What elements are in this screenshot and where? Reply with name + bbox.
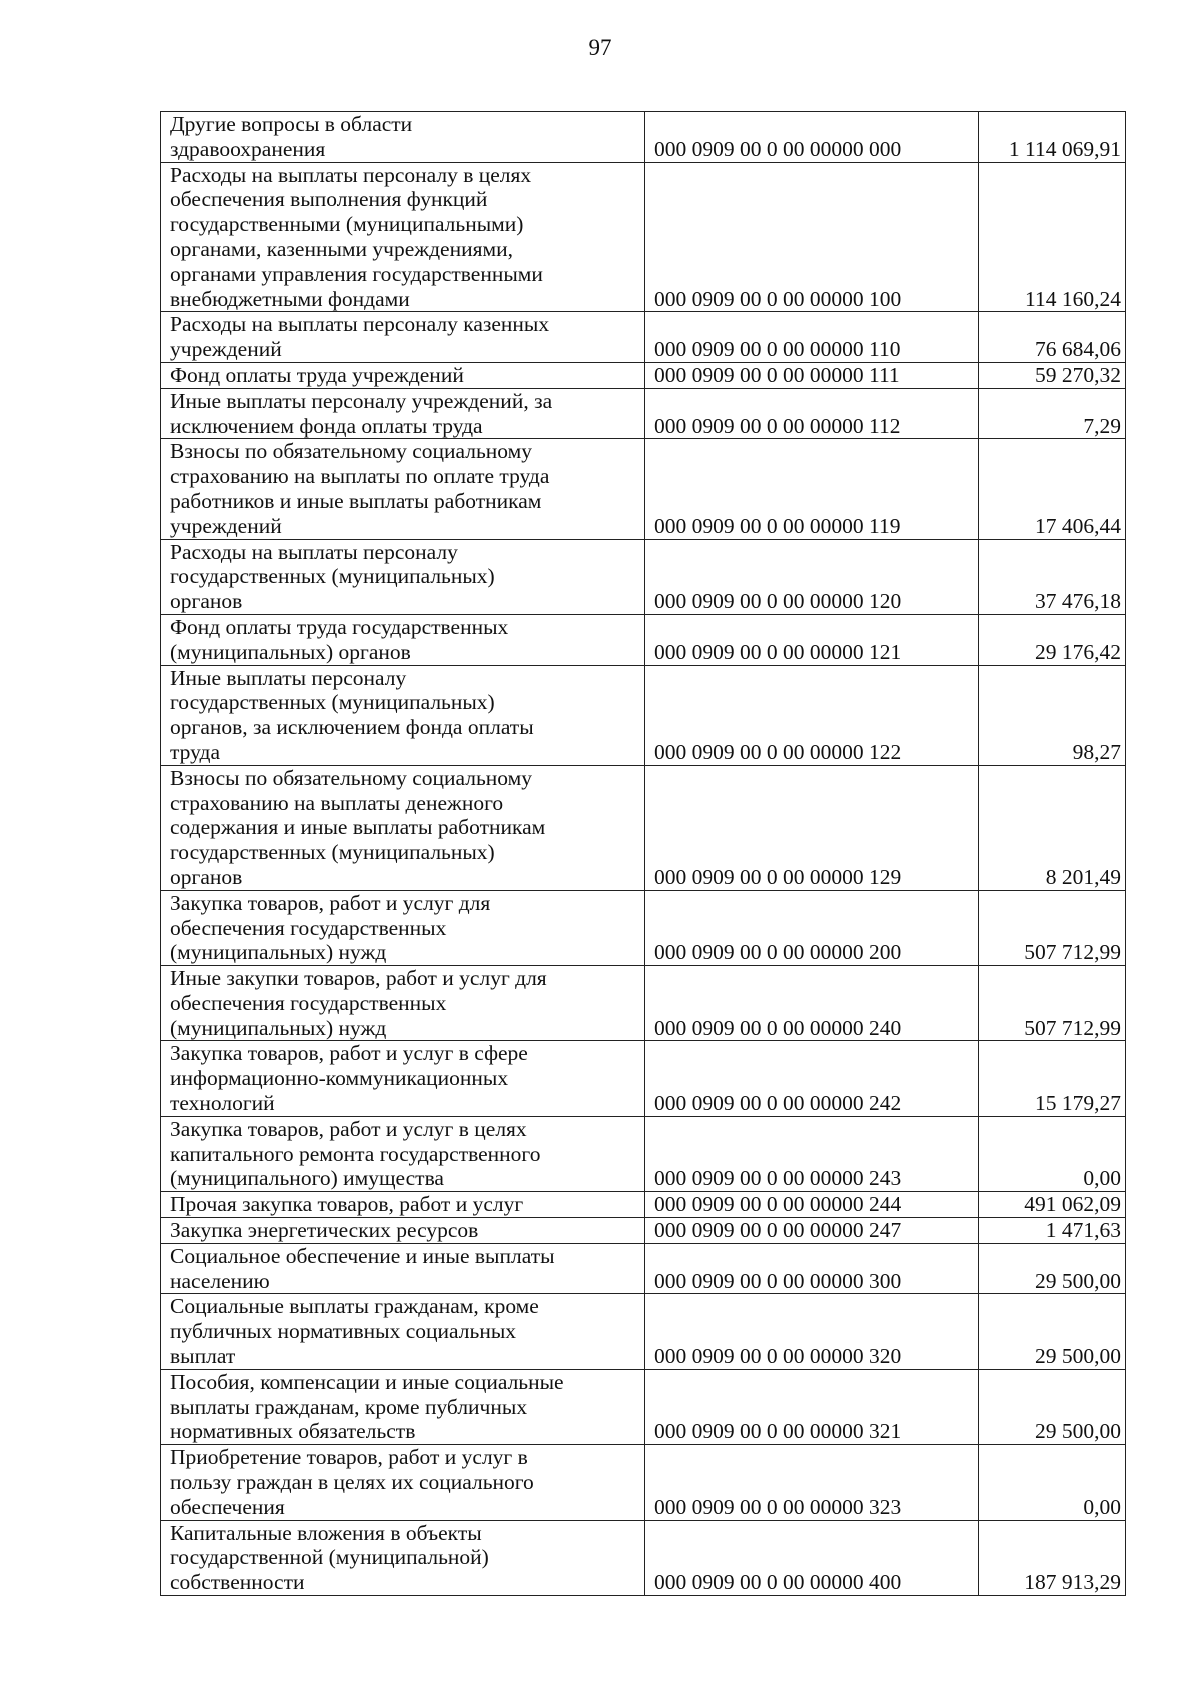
expense-name-line: органами, казенными учреждениями, bbox=[170, 236, 513, 261]
amount-cell: 7,29 bbox=[979, 388, 1126, 439]
expense-name-cell bbox=[161, 1369, 645, 1444]
amount-cell: 114 160,24 bbox=[979, 162, 1126, 312]
budget-code-cell: 000 0909 00 0 00 00000 111 bbox=[645, 362, 979, 388]
amount-cell: 98,27 bbox=[979, 665, 1126, 765]
expense-name-line: Взносы по обязательному социальному bbox=[170, 439, 532, 464]
expense-name-line: Иные закупки товаров, работ и услуг для bbox=[170, 966, 547, 991]
budget-code-cell: 000 0909 00 0 00 00000 100 bbox=[645, 162, 979, 312]
amount-cell: 507 712,99 bbox=[979, 966, 1126, 1041]
expense-name-cell bbox=[161, 1445, 645, 1520]
amount-cell: 1 471,63 bbox=[979, 1218, 1126, 1244]
expense-name-line: органов bbox=[170, 589, 243, 614]
budget-code-cell: 000 0909 00 0 00 00000 110 bbox=[645, 312, 979, 363]
expense-name-line: государственных (муниципальных) bbox=[170, 690, 495, 715]
expense-name-cell bbox=[161, 312, 645, 363]
budget-code-cell: 000 0909 00 0 00 00000 243 bbox=[645, 1116, 979, 1191]
amount-cell: 8 201,49 bbox=[979, 765, 1126, 890]
table-row bbox=[161, 1218, 1126, 1244]
expense-name-cell bbox=[161, 890, 645, 965]
expense-name-line: Фонд оплаты труда учреждений bbox=[170, 362, 464, 387]
budget-code-cell: 000 0909 00 0 00 00000 112 bbox=[645, 388, 979, 439]
expense-name-line: (муниципальных) органов bbox=[170, 639, 411, 664]
table-row bbox=[161, 312, 1126, 363]
expense-name-cell bbox=[161, 362, 645, 388]
expense-name-line: Расходы на выплаты персоналу в целях bbox=[170, 162, 532, 187]
expense-name-line: здравоохранения bbox=[170, 136, 326, 161]
amount-cell: 29 500,00 bbox=[979, 1243, 1126, 1294]
expense-name-line: Капитальные вложения в объекты bbox=[170, 1520, 482, 1545]
table-row bbox=[161, 966, 1126, 1041]
budget-code-cell: 000 0909 00 0 00 00000 121 bbox=[645, 614, 979, 665]
expense-name-line: исключением фонда оплаты труда bbox=[170, 413, 483, 438]
budget-code-cell: 000 0909 00 0 00 00000 129 bbox=[645, 765, 979, 890]
expense-name-line: учреждений bbox=[170, 337, 282, 362]
amount-cell: 59 270,32 bbox=[979, 362, 1126, 388]
budget-code-cell: 000 0909 00 0 00 00000 000 bbox=[645, 112, 979, 163]
expense-name-line: органов, за исключением фонда оплаты bbox=[170, 715, 534, 740]
budget-code-cell: 000 0909 00 0 00 00000 240 bbox=[645, 966, 979, 1041]
amount-cell: 0,00 bbox=[979, 1116, 1126, 1191]
amount-cell: 17 406,44 bbox=[979, 439, 1126, 539]
expense-name-cell bbox=[161, 539, 645, 614]
budget-code-cell: 000 0909 00 0 00 00000 244 bbox=[645, 1192, 979, 1218]
expense-name-line: Фонд оплаты труда государственных bbox=[170, 614, 509, 639]
expense-name-line: пользу граждан в целях их социального bbox=[170, 1470, 534, 1495]
expense-name-cell bbox=[161, 1116, 645, 1191]
expense-name-line: Пособия, компенсации и иные социальные bbox=[170, 1369, 564, 1394]
expense-name-cell bbox=[161, 388, 645, 439]
expense-name-cell bbox=[161, 1520, 645, 1595]
expense-name-line: Прочая закупка товаров, работ и услуг bbox=[170, 1192, 524, 1217]
expense-name-line: выплат bbox=[170, 1344, 236, 1369]
budget-code-cell: 000 0909 00 0 00 00000 122 bbox=[645, 665, 979, 765]
expense-name-line: Закупка энергетических ресурсов bbox=[170, 1218, 479, 1243]
table-row bbox=[161, 1294, 1126, 1369]
expense-name-line: Расходы на выплаты персоналу bbox=[170, 539, 458, 564]
amount-cell: 29 176,42 bbox=[979, 614, 1126, 665]
table-row bbox=[161, 439, 1126, 539]
expense-name-line: (муниципальных) нужд bbox=[170, 1015, 387, 1040]
expense-name-line: органов bbox=[170, 864, 243, 889]
expense-name-line: Закупка товаров, работ и услуг для bbox=[170, 890, 491, 915]
expense-name-line: государственными (муниципальными) bbox=[170, 212, 524, 237]
expense-name-line: Социальное обеспечение и иные выплаты bbox=[170, 1243, 555, 1268]
table-row bbox=[161, 112, 1126, 163]
expense-name-line: населению bbox=[170, 1268, 270, 1293]
expense-name-line: Другие вопросы в области bbox=[170, 112, 413, 136]
expense-name-line: обеспечения выполнения функций bbox=[170, 187, 488, 212]
expense-name-line: Взносы по обязательному социальному bbox=[170, 765, 532, 790]
expense-name-cell bbox=[161, 665, 645, 765]
expense-name-cell bbox=[161, 614, 645, 665]
expense-name-line: обеспечения государственных bbox=[170, 990, 447, 1015]
expense-name-line: выплаты гражданам, кроме публичных bbox=[170, 1394, 528, 1419]
table-row bbox=[161, 890, 1126, 965]
budget-code-cell: 000 0909 00 0 00 00000 400 bbox=[645, 1520, 979, 1595]
table-row bbox=[161, 765, 1126, 890]
expense-name-line: (муниципального) имущества bbox=[170, 1166, 444, 1191]
budget-code-cell: 000 0909 00 0 00 00000 247 bbox=[645, 1218, 979, 1244]
expense-name-line: публичных нормативных социальных bbox=[170, 1319, 517, 1344]
table-row bbox=[161, 1041, 1126, 1116]
table-row bbox=[161, 388, 1126, 439]
expense-name-line: (муниципальных) нужд bbox=[170, 940, 387, 965]
amount-cell: 37 476,18 bbox=[979, 539, 1126, 614]
table-row bbox=[161, 1243, 1126, 1294]
expense-name-line: обеспечения государственных bbox=[170, 915, 447, 940]
amount-cell: 29 500,00 bbox=[979, 1369, 1126, 1444]
budget-code-cell: 000 0909 00 0 00 00000 323 bbox=[645, 1445, 979, 1520]
expense-name-line: собственности bbox=[170, 1570, 305, 1595]
expense-name-cell bbox=[161, 439, 645, 539]
expense-name-line: Закупка товаров, работ и услуг в сфере bbox=[170, 1041, 528, 1066]
expense-name-line: работников и иные выплаты работникам bbox=[170, 488, 542, 513]
table-row bbox=[161, 614, 1126, 665]
expense-name-cell bbox=[161, 162, 645, 312]
expense-name-line: внебюджетными фондами bbox=[170, 286, 410, 311]
amount-cell: 507 712,99 bbox=[979, 890, 1126, 965]
expense-name-line: государственных (муниципальных) bbox=[170, 840, 495, 865]
table-row bbox=[161, 1369, 1126, 1444]
expense-name-cell bbox=[161, 765, 645, 890]
expense-name-line: учреждений bbox=[170, 513, 282, 538]
table-row bbox=[161, 1445, 1126, 1520]
expense-name-cell bbox=[161, 1041, 645, 1116]
budget-code-cell: 000 0909 00 0 00 00000 320 bbox=[645, 1294, 979, 1369]
expense-name-cell bbox=[161, 966, 645, 1041]
budget-code-cell: 000 0909 00 0 00 00000 321 bbox=[645, 1369, 979, 1444]
expense-name-cell bbox=[161, 1243, 645, 1294]
expense-name-cell bbox=[161, 112, 645, 163]
expense-name-line: Закупка товаров, работ и услуг в целях bbox=[170, 1116, 527, 1141]
page-number: 97 bbox=[588, 35, 612, 60]
table-row bbox=[161, 1192, 1126, 1218]
expense-name-line: технологий bbox=[170, 1091, 275, 1116]
table-row bbox=[161, 539, 1126, 614]
budget-code-cell: 000 0909 00 0 00 00000 120 bbox=[645, 539, 979, 614]
amount-cell: 29 500,00 bbox=[979, 1294, 1126, 1369]
table-row bbox=[161, 665, 1126, 765]
expense-name-line: содержания и иные выплаты работникам bbox=[170, 815, 546, 840]
expense-name-line: Социальные выплаты гражданам, кроме bbox=[170, 1294, 539, 1319]
expense-name-cell bbox=[161, 1218, 645, 1244]
expense-name-line: обеспечения bbox=[170, 1494, 285, 1519]
table-row bbox=[161, 362, 1126, 388]
expense-name-line: органами управления государственными bbox=[170, 261, 543, 286]
expense-name-line: информационно-коммуникационных bbox=[170, 1066, 509, 1091]
budget-code-cell: 000 0909 00 0 00 00000 242 bbox=[645, 1041, 979, 1116]
expense-name-line: страхованию на выплаты по оплате труда bbox=[170, 464, 550, 489]
amount-cell: 491 062,09 bbox=[979, 1192, 1126, 1218]
expense-name-line: государственной (муниципальной) bbox=[170, 1545, 489, 1570]
expense-name-line: труда bbox=[170, 739, 221, 764]
table-row bbox=[161, 1116, 1126, 1191]
budget-table bbox=[160, 111, 1126, 1596]
budget-code-cell: 000 0909 00 0 00 00000 119 bbox=[645, 439, 979, 539]
expense-name-line: капитального ремонта государственного bbox=[170, 1141, 541, 1166]
expense-name-cell bbox=[161, 1192, 645, 1218]
expense-name-line: государственных (муниципальных) bbox=[170, 564, 495, 589]
amount-cell: 0,00 bbox=[979, 1445, 1126, 1520]
expense-name-line: нормативных обязательств bbox=[170, 1419, 416, 1444]
budget-table-body bbox=[161, 112, 1126, 1596]
amount-cell: 187 913,29 bbox=[979, 1520, 1126, 1595]
amount-cell: 15 179,27 bbox=[979, 1041, 1126, 1116]
budget-code-cell: 000 0909 00 0 00 00000 200 bbox=[645, 890, 979, 965]
expense-name-line: Иные выплаты персоналу bbox=[170, 665, 407, 690]
expense-name-line: Иные выплаты персоналу учреждений, за bbox=[170, 388, 553, 413]
expense-name-line: страхованию на выплаты денежного bbox=[170, 790, 504, 815]
expense-name-cell bbox=[161, 1294, 645, 1369]
table-row bbox=[161, 162, 1126, 312]
budget-code-cell: 000 0909 00 0 00 00000 300 bbox=[645, 1243, 979, 1294]
expense-name-line: Расходы на выплаты персоналу казенных bbox=[170, 312, 550, 337]
table-row bbox=[161, 1520, 1126, 1595]
amount-cell: 76 684,06 bbox=[979, 312, 1126, 363]
amount-cell: 1 114 069,91 bbox=[979, 112, 1126, 163]
expense-name-line: Приобретение товаров, работ и услуг в bbox=[170, 1445, 528, 1470]
